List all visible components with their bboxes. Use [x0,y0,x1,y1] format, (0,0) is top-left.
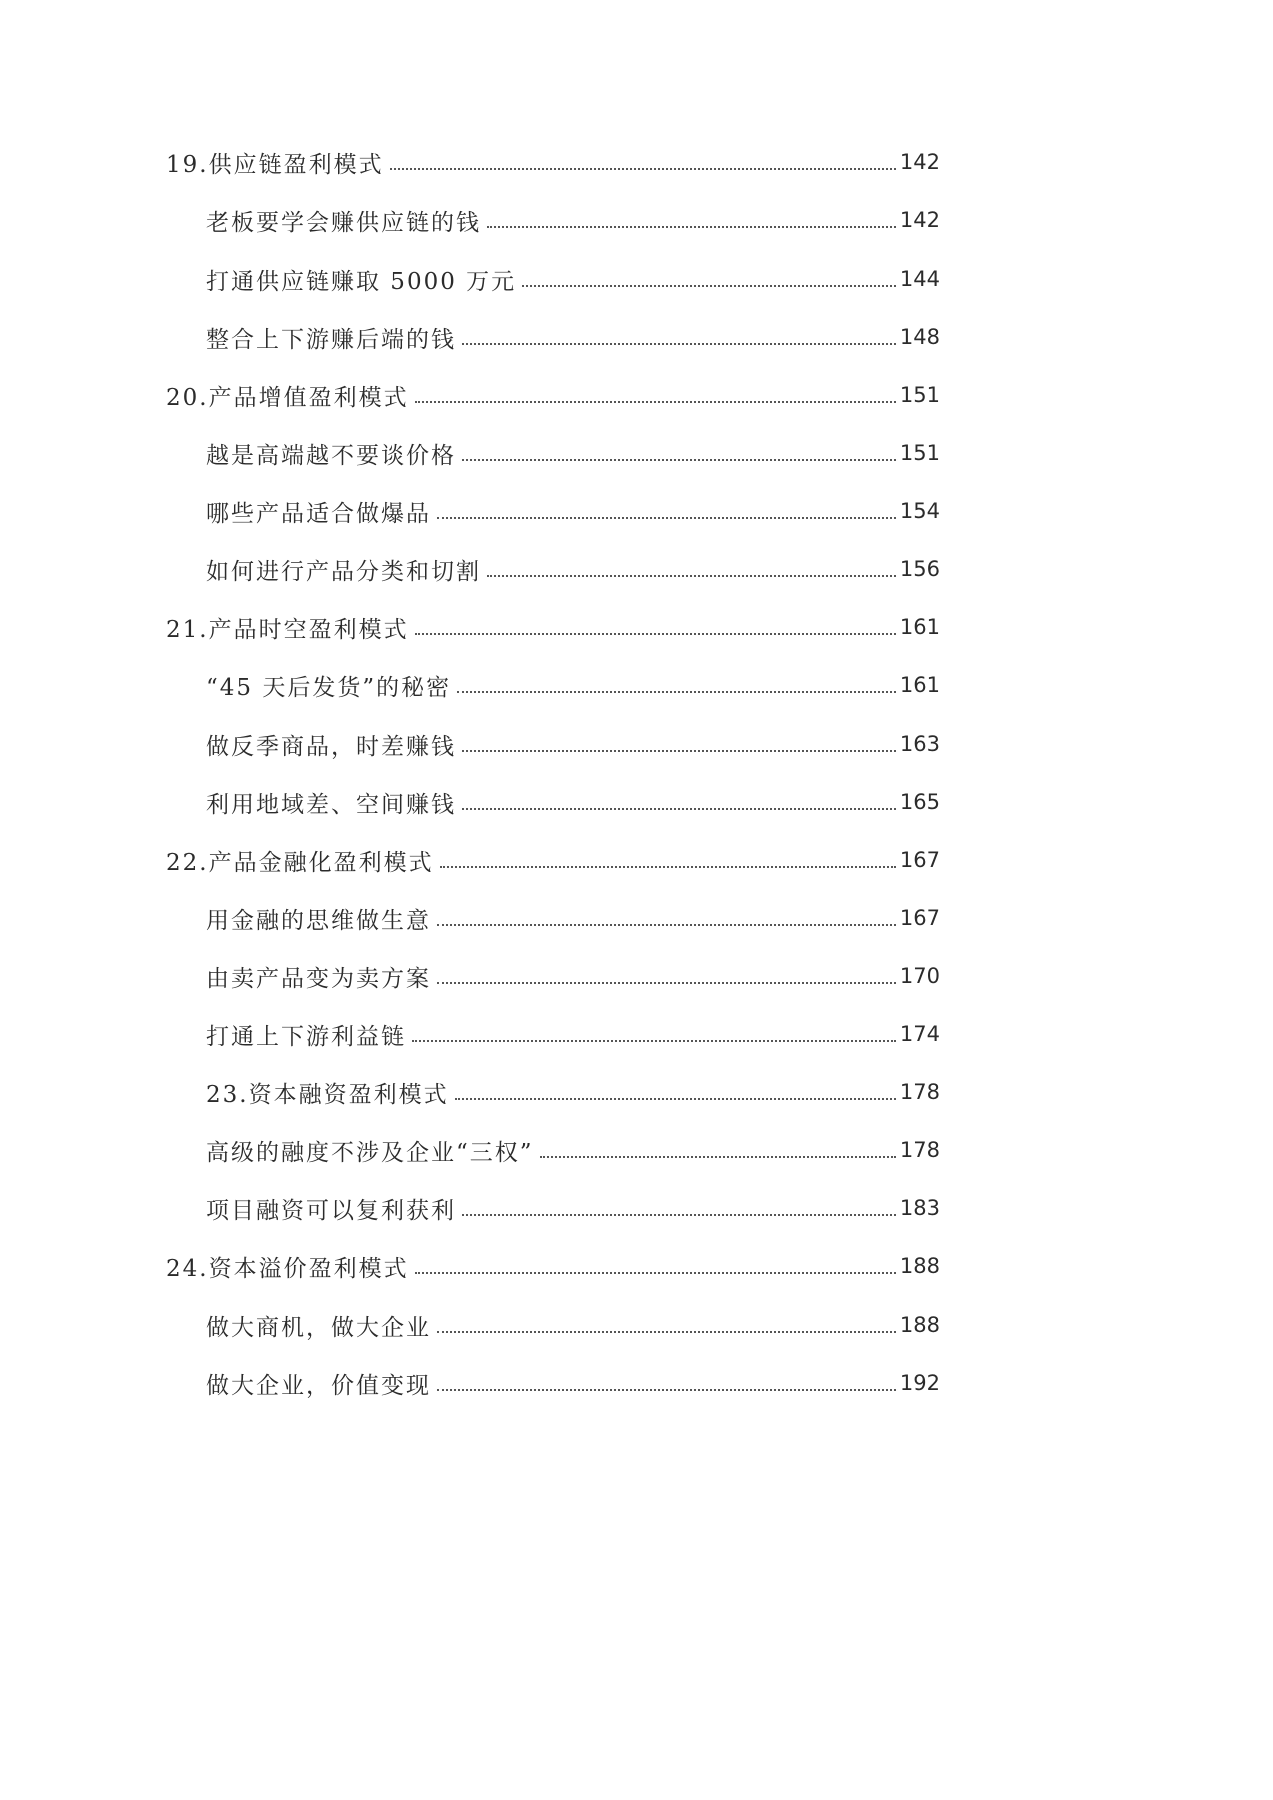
toc-entry[interactable] [206,1016,940,1052]
toc-entry-title: 高级的融度不涉及企业“三权” [206,1139,534,1166]
toc-entry[interactable] [206,551,940,587]
toc-entry-title: 19.供应链盈利模式 [166,151,384,178]
toc-page-number: 192 [899,1371,940,1395]
dot-leader [522,285,896,287]
dot-leader [437,1389,896,1391]
toc-entry-title: 整合上下游赚后端的钱 [206,326,456,353]
dot-leader [462,343,896,345]
toc-entry-title: 打通上下游利益链 [206,1023,406,1050]
toc-page-number: 178 [899,1080,940,1104]
toc-page-number: 148 [899,325,940,349]
toc-entry[interactable] [166,609,940,645]
toc-page-number: 154 [899,499,940,523]
toc-entry-title: 20.产品增值盈利模式 [166,384,409,411]
dot-leader [440,866,896,868]
toc-page-number: 188 [899,1313,940,1337]
toc-page-number: 188 [899,1254,940,1278]
toc-entry-title: 打通供应链赚取 5000 万元 [206,268,517,295]
toc-entry[interactable] [206,1190,940,1226]
toc-page-number: 167 [899,848,940,872]
toc-entry-title: 24.资本溢价盈利模式 [166,1255,409,1282]
dot-leader [540,1156,896,1158]
toc-entry-title: 做大商机，做大企业 [206,1314,431,1341]
dot-leader [462,750,896,752]
dot-leader [437,1331,896,1333]
toc-page-number: 142 [899,150,940,174]
toc-entry-title: 利用地域差、空间赚钱 [206,791,456,818]
toc-entry[interactable] [206,319,940,355]
toc-entry[interactable] [166,144,940,180]
toc-page-number: 142 [899,208,940,232]
toc-page-number: 165 [899,790,940,814]
toc-entry[interactable] [206,493,940,529]
toc-page-number: 167 [899,906,940,930]
toc-entry[interactable] [206,1307,940,1343]
dot-leader [390,168,896,170]
toc-page-number: 183 [899,1196,940,1220]
toc-page-number: 163 [899,732,940,756]
toc-entry[interactable] [206,900,940,936]
toc-page-number: 178 [899,1138,940,1162]
dot-leader [462,459,896,461]
dot-leader [487,575,896,577]
toc-page-number: 151 [899,383,940,407]
toc-entry-title: “45 天后发货”的秘密 [206,674,452,701]
toc-entry-title: 哪些产品适合做爆品 [206,500,431,527]
toc-entry-title: 项目融资可以复利获利 [206,1197,456,1224]
toc-entry-title: 23.资本融资盈利模式 [206,1081,449,1108]
toc-entry[interactable] [166,377,940,413]
toc-entry[interactable] [206,726,940,762]
toc-entry[interactable] [166,1248,940,1284]
dot-leader [415,401,896,403]
toc-page-number: 174 [899,1022,940,1046]
toc-entry[interactable] [206,202,940,238]
dot-leader [412,1040,896,1042]
dot-leader [462,808,896,810]
dot-leader [437,982,896,984]
toc-page-number: 156 [899,557,940,581]
dot-leader [487,226,896,228]
toc-entry[interactable] [206,1365,940,1401]
toc-page-number: 161 [899,673,940,697]
toc-entry-title: 用金融的思维做生意 [206,907,431,934]
toc-entry-title: 如何进行产品分类和切割 [206,558,481,585]
dot-leader [415,1272,896,1274]
toc-page-number: 151 [899,441,940,465]
dot-leader [462,1214,896,1216]
toc-entry-title: 21.产品时空盈利模式 [166,616,409,643]
toc-page-number: 144 [899,267,940,291]
toc-entry[interactable] [206,1074,940,1110]
toc-entry-title: 由卖产品变为卖方案 [206,965,431,992]
dot-leader [415,633,896,635]
toc-entry[interactable] [206,435,940,471]
toc-entry-title: 做大企业，价值变现 [206,1372,431,1399]
dot-leader [455,1098,896,1100]
toc-entry-title: 越是高端越不要谈价格 [206,442,456,469]
toc-entry-title: 22.产品金融化盈利模式 [166,849,434,876]
toc-entry[interactable] [206,261,940,297]
toc-entry[interactable] [206,667,940,703]
toc-page-number: 170 [899,964,940,988]
toc-page-number: 161 [899,615,940,639]
toc-entry[interactable] [206,784,940,820]
toc-entry[interactable] [206,958,940,994]
dot-leader [437,517,896,519]
toc-entry[interactable] [206,1132,940,1168]
toc-entry-title: 老板要学会赚供应链的钱 [206,209,481,236]
dot-leader [437,924,896,926]
toc-entry-title: 做反季商品，时差赚钱 [206,733,456,760]
dot-leader [457,691,896,693]
toc-entry[interactable] [166,842,940,878]
